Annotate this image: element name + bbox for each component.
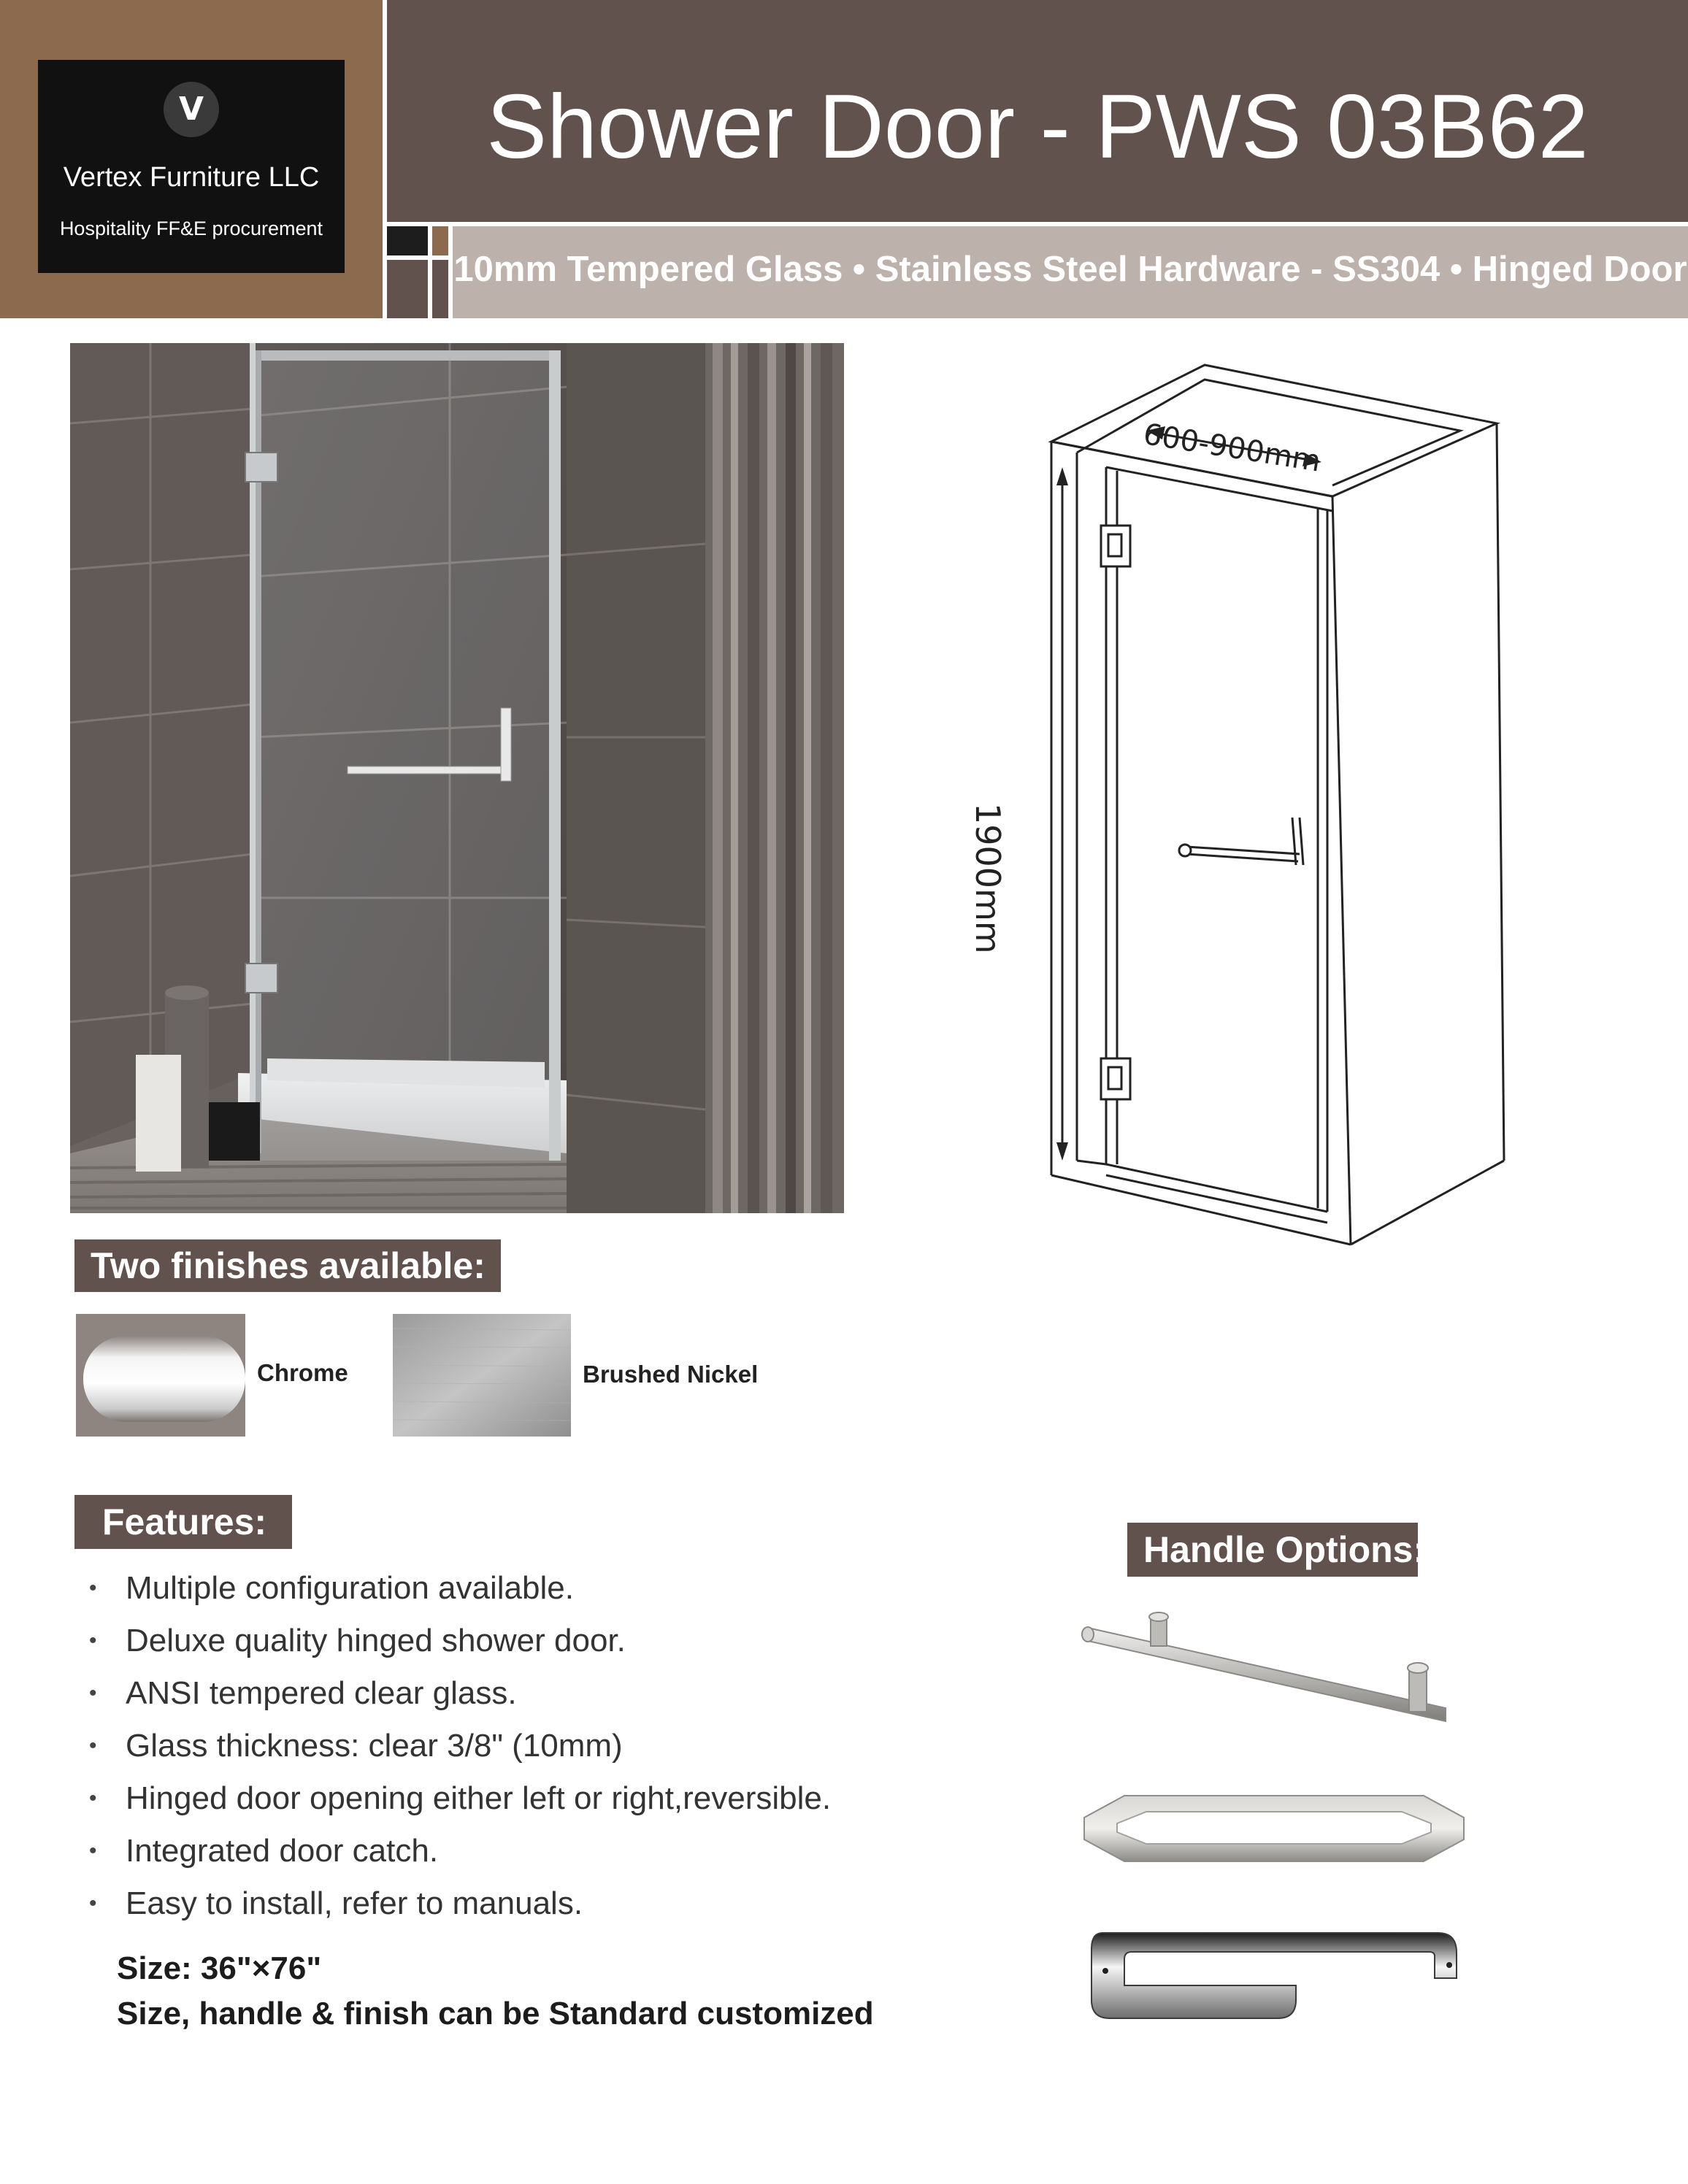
handle-option-square	[1088, 1927, 1468, 2022]
company-logo	[164, 82, 219, 137]
handle-options-heading-text: Handle Options:	[1143, 1529, 1426, 1570]
product-photo	[70, 343, 844, 1213]
brushed-nickel-swatch	[393, 1314, 571, 1437]
brushed-nickel-label: Brushed Nickel	[583, 1361, 759, 1388]
height-dimension-label: 1900mm	[968, 803, 1008, 954]
header-decoration	[387, 226, 448, 318]
bullet-icon: •	[89, 1681, 97, 1705]
company-name: Vertex Furniture LLC	[63, 162, 320, 193]
handle-option-tubular	[1081, 1606, 1460, 1737]
handle-options-heading	[1127, 1523, 1426, 1577]
features-heading-text: Features:	[102, 1502, 267, 1542]
subtitle: 10mm Tempered Glass • Stainless Steel Hardware - SS304 • Hinged Door	[453, 250, 1687, 289]
company-tagline: Hospitality FF&E procurement	[59, 218, 323, 239]
list-item: • ANSI tempered clear glass.	[80, 1667, 920, 1720]
list-item: • Hinged door opening either left or right,reversible.	[80, 1772, 920, 1825]
logo-letter: V	[178, 91, 204, 128]
list-item: • Easy to install, refer to manuals.	[80, 1877, 920, 1930]
features-heading	[74, 1495, 292, 1549]
chrome-swatch	[76, 1314, 245, 1437]
list-item: • Glass thickness: clear 3/8" (10mm)	[80, 1720, 920, 1772]
chrome-label: Chrome	[257, 1359, 348, 1386]
dimension-diagram	[968, 350, 1519, 1256]
bullet-icon: •	[89, 1891, 97, 1915]
features-list	[80, 1562, 920, 1930]
bullet-icon: •	[89, 1734, 97, 1758]
bullet-icon: •	[89, 1629, 97, 1653]
finishes-heading-text: Two finishes available:	[91, 1245, 486, 1286]
list-item: • Multiple configuration available.	[80, 1562, 920, 1615]
bullet-icon: •	[89, 1576, 97, 1600]
bullet-icon: •	[89, 1786, 97, 1810]
bullet-icon: •	[89, 1839, 97, 1863]
finishes-heading	[74, 1239, 501, 1292]
list-item: • Deluxe quality hinged shower door.	[80, 1615, 920, 1667]
size-text: Size: 36"×76"	[117, 1950, 322, 1986]
page-title: Shower Door - PWS 03B62	[486, 77, 1589, 177]
width-dimension-label: 600-900mm	[1140, 418, 1324, 479]
list-item: • Integrated door catch.	[80, 1825, 920, 1877]
handle-option-octagonal	[1081, 1788, 1468, 1869]
customize-note: Size, handle & finish can be Standard customized	[117, 1996, 874, 2031]
